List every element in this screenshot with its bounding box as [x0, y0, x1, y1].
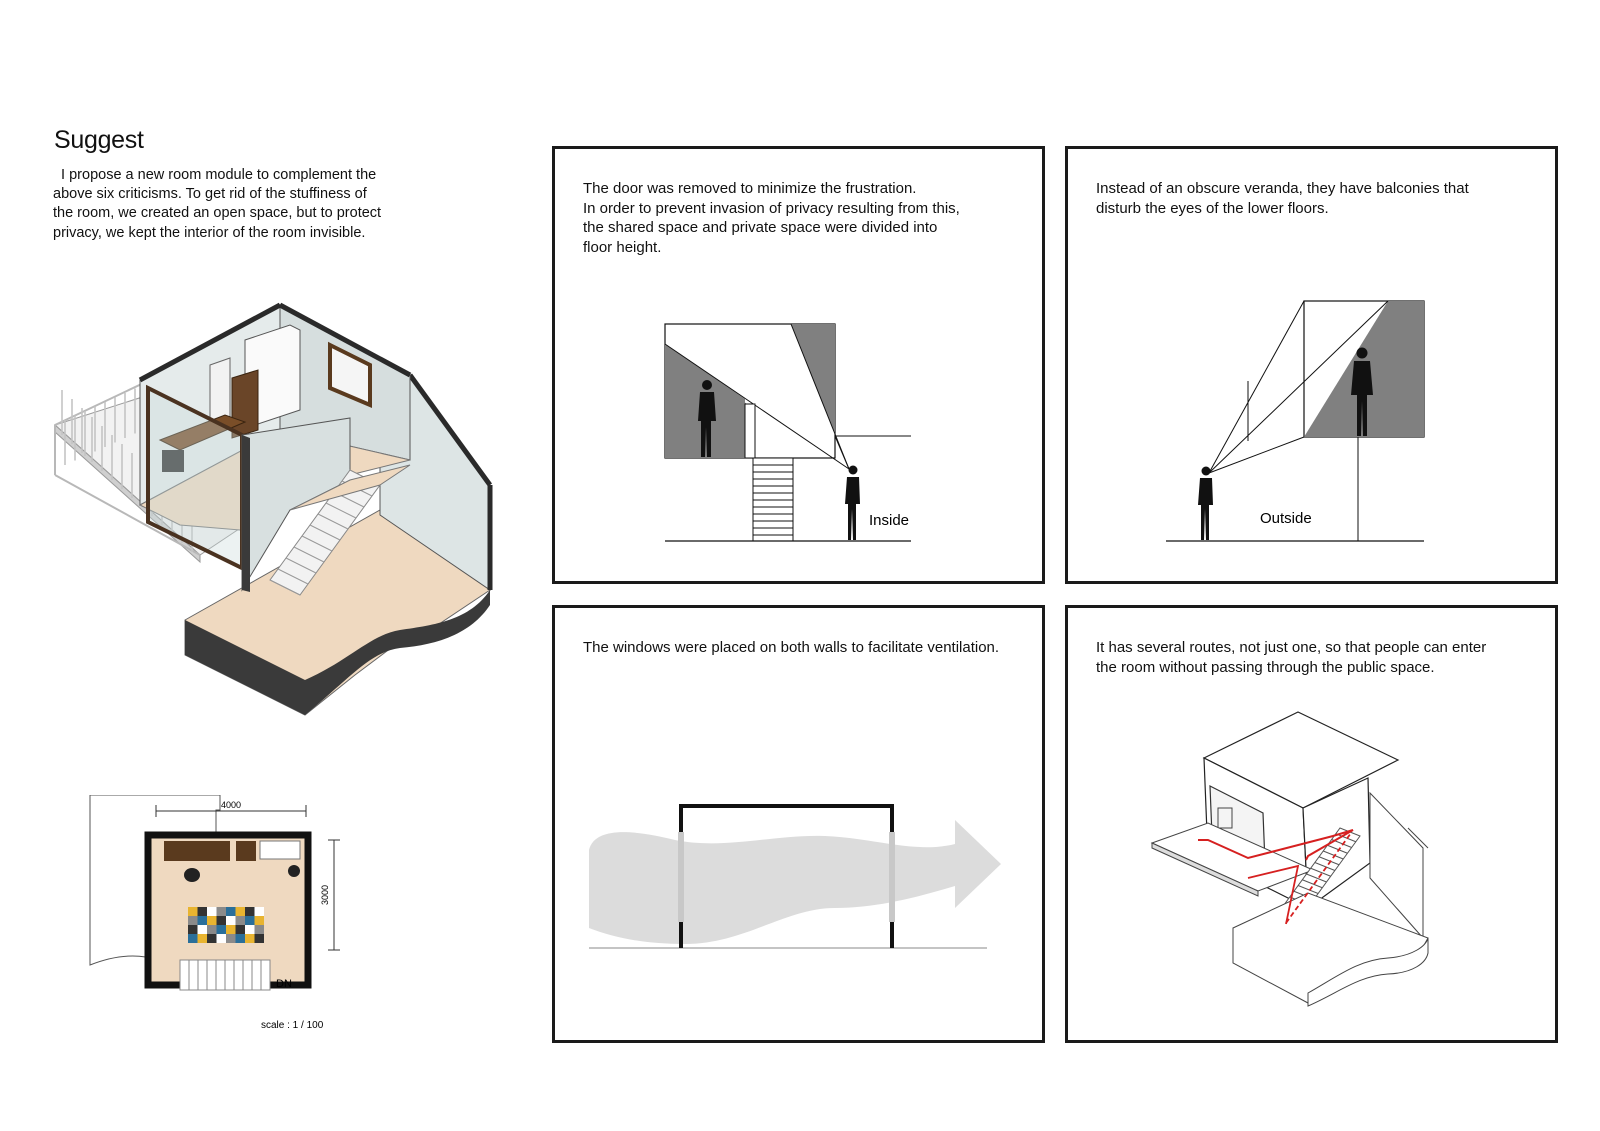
panel-door-removed: [552, 146, 1045, 584]
quilt-tile: [198, 916, 208, 925]
caption-line: the room without passing through the public space.: [1096, 658, 1435, 676]
quilt-tile: [207, 907, 217, 916]
quilt-tile: [236, 916, 246, 925]
caption-line: the shared space and private space were divided into: [583, 219, 938, 236]
caption-line: disturb the eyes of the lower floors.: [1096, 199, 1329, 217]
quilt-tile: [198, 907, 208, 916]
quilt-tile: [236, 925, 246, 934]
quilt-tile: [255, 925, 265, 934]
caption-line: The door was removed to minimize the frustration.: [583, 180, 917, 197]
outside-section-diagram: [1068, 149, 1555, 581]
panel-routes: [1065, 605, 1558, 1043]
ventilation-diagram: [555, 608, 1042, 1040]
quilt-tile: [207, 925, 217, 934]
quilt-tile: [226, 916, 236, 925]
quilt-tile: [226, 934, 236, 943]
suggest-intro: [53, 166, 398, 243]
plan-scale-label: scale : 1 / 100: [261, 1020, 324, 1031]
caption-line: The windows were placed on both walls to facilitate ventilation.: [583, 639, 1000, 656]
intro-line: I propose a new room module to complement the: [53, 167, 377, 183]
quilt-tile: [188, 925, 198, 934]
intro-line: privacy, we kept the interior of the room invisible.: [53, 224, 366, 241]
inside-label: Inside: [869, 512, 910, 529]
quilt-tile: [245, 934, 255, 943]
plan-height-dim: 3000: [320, 884, 330, 905]
quilt-tile: [188, 916, 198, 925]
routes-isometric-diagram: [1068, 608, 1555, 1040]
plan-stair-label: DN: [276, 978, 292, 990]
quilt-tile: [188, 934, 198, 943]
caption-line: It has several routes, not just one, so that people can enter: [1096, 639, 1487, 656]
quilt-tile: [217, 934, 227, 943]
plan-width-dim: 4000: [221, 800, 242, 810]
quilt-tile: [226, 925, 236, 934]
quilt-tile: [245, 907, 255, 916]
quilt-tile: [198, 925, 208, 934]
panel-balconies: [1065, 146, 1558, 584]
quilt-tile: [245, 925, 255, 934]
outside-label: Outside: [1260, 510, 1312, 527]
suggest-title: Suggest: [54, 126, 144, 154]
quilt-tile: [255, 916, 265, 925]
floor-plan: [88, 795, 358, 1035]
quilt-tile: [236, 907, 246, 916]
intro-line: the room, we created an open space, but to protect: [53, 205, 382, 222]
quilt-tile: [207, 916, 217, 925]
quilt-tile: [188, 907, 198, 916]
caption-line: In order to prevent invasion of privacy resulting from this,: [583, 199, 960, 217]
quilt-tile: [217, 907, 227, 916]
caption-line: floor height.: [583, 238, 662, 256]
quilt-tile: [255, 907, 265, 916]
quilt-tile: [236, 934, 246, 943]
inside-section-diagram: [555, 149, 1042, 581]
caption-line: Instead of an obscure veranda, they have balconies that: [1096, 180, 1469, 197]
quilt-tile: [255, 934, 265, 943]
intro-line: above six criticisms. To get rid of the stuffiness of: [53, 186, 367, 203]
quilt-tile: [245, 916, 255, 925]
quilt-tile: [217, 925, 227, 934]
quilt-tile: [226, 907, 236, 916]
quilt-tile: [217, 916, 227, 925]
isometric-room-module: [50, 300, 510, 740]
quilt-tile: [207, 934, 217, 943]
quilt-tile: [198, 934, 208, 943]
person-silhouette: [1198, 467, 1213, 541]
person-silhouette: [845, 466, 860, 541]
panel-ventilation: [552, 605, 1045, 1043]
